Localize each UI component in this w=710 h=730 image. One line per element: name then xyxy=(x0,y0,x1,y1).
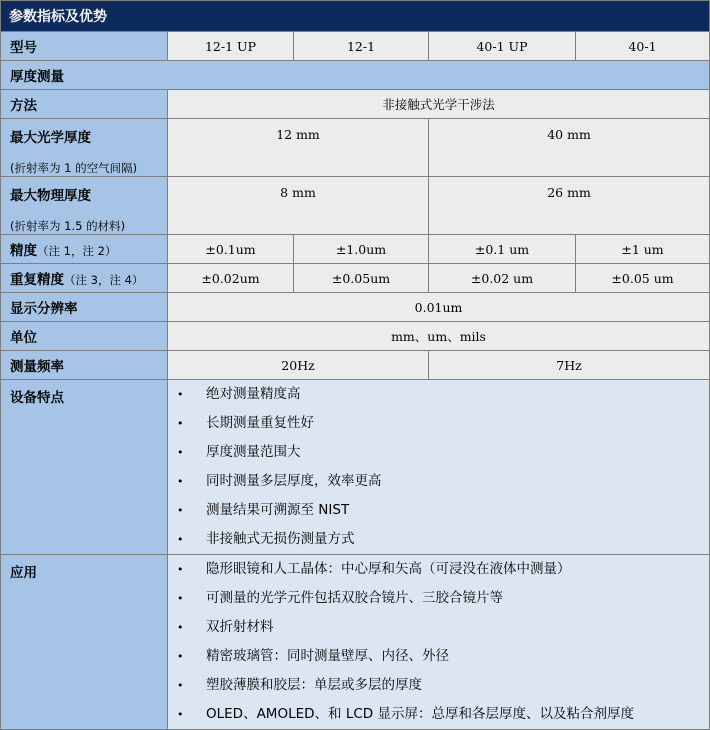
accuracy-value: ±0.1 um xyxy=(429,235,576,264)
max-optical-value: 40 mm xyxy=(429,119,710,177)
model-label: 型号 xyxy=(1,32,168,61)
list-item xyxy=(168,525,709,554)
bullet-icon: • xyxy=(177,650,184,663)
list-item xyxy=(168,409,709,438)
bullet-icon: • xyxy=(177,475,184,488)
max-physical-label xyxy=(1,177,168,235)
list-item xyxy=(168,613,709,642)
list-item xyxy=(168,467,709,496)
max-optical-title: 最大光学厚度 xyxy=(10,130,91,146)
features-label: 设备特点 xyxy=(1,380,168,555)
bullet-icon: • xyxy=(177,446,184,459)
application-text: OLED、AMOLED、和 LCD 显示屏：总厚和各层厚度、以及粘合剂厚度 xyxy=(206,706,634,722)
repeatability-value: ±0.05 um xyxy=(576,264,710,293)
list-item xyxy=(168,438,709,467)
list-item xyxy=(168,496,709,525)
model-cell: 40-1 UP xyxy=(429,32,576,61)
unit-label: 单位 xyxy=(1,322,168,351)
model-cell: 40-1 xyxy=(576,32,710,61)
frequency-value: 20Hz xyxy=(168,351,429,380)
max-physical-title: 最大物理厚度 xyxy=(10,188,91,204)
table-title: 参数指标及优势 xyxy=(1,1,710,32)
repeatability-label xyxy=(1,264,168,293)
feature-text: 测量结果可溯源至 NIST xyxy=(206,502,350,518)
list-item xyxy=(168,555,709,584)
frequency-value: 7Hz xyxy=(429,351,710,380)
repeatability-note: （注 3，注 4） xyxy=(64,273,144,287)
max-physical-value: 8 mm xyxy=(168,177,429,235)
bullet-icon: • xyxy=(177,504,184,517)
accuracy-title: 精度 xyxy=(10,243,37,259)
application-text: 可测量的光学元件包括双胶合镜片、三胶合镜片等 xyxy=(206,590,503,606)
accuracy-label xyxy=(1,235,168,264)
frequency-label: 测量频率 xyxy=(1,351,168,380)
applications-list xyxy=(168,555,710,730)
unit-value: mm、um、mils xyxy=(168,322,710,351)
max-physical-value: 26 mm xyxy=(429,177,710,235)
feature-text: 长期测量重复性好 xyxy=(206,415,314,431)
max-physical-note: (折射率为 1.5 的材料) xyxy=(10,219,126,233)
method-value: 非接触式光学干涉法 xyxy=(168,90,710,119)
model-cell: 12-1 xyxy=(294,32,429,61)
feature-text: 同时测量多层厚度，效率更高 xyxy=(206,473,382,489)
feature-text: 非接触式无损伤测量方式 xyxy=(206,531,355,547)
section-thickness: 厚度测量 xyxy=(1,61,710,90)
application-text: 塑胶薄膜和胶层：单层或多层的厚度 xyxy=(206,677,422,693)
max-optical-note: (折射率为 1 的空气间隔) xyxy=(10,161,138,175)
model-cell: 12-1 UP xyxy=(168,32,294,61)
application-text: 双折射材料 xyxy=(206,619,274,635)
repeatability-title: 重复精度 xyxy=(10,272,64,288)
feature-text: 厚度测量范围大 xyxy=(206,444,301,460)
accuracy-note: （注 1，注 2） xyxy=(37,244,117,258)
applications-label: 应用 xyxy=(1,555,168,730)
application-text: 精密玻璃管：同时测量壁厚、内径、外径 xyxy=(206,648,449,664)
max-optical-label xyxy=(1,119,168,177)
bullet-icon: • xyxy=(177,417,184,430)
bullet-icon: • xyxy=(177,592,184,605)
list-item xyxy=(168,642,709,671)
max-optical-value: 12 mm xyxy=(168,119,429,177)
repeatability-value: ±0.05um xyxy=(294,264,429,293)
list-item xyxy=(168,584,709,613)
bullet-icon: • xyxy=(177,533,184,546)
feature-text: 绝对测量精度高 xyxy=(206,386,301,402)
accuracy-value: ±0.1um xyxy=(168,235,294,264)
resolution-label: 显示分辨率 xyxy=(1,293,168,322)
features-list xyxy=(168,380,710,555)
bullet-icon: • xyxy=(177,388,184,401)
method-label: 方法 xyxy=(1,90,168,119)
accuracy-value: ±1 um xyxy=(576,235,710,264)
bullet-icon: • xyxy=(177,679,184,692)
bullet-icon: • xyxy=(177,621,184,634)
bullet-icon: • xyxy=(177,708,184,721)
repeatability-value: ±0.02 um xyxy=(429,264,576,293)
accuracy-value: ±1.0um xyxy=(294,235,429,264)
list-item xyxy=(168,671,709,700)
list-item xyxy=(168,380,709,409)
list-item xyxy=(168,700,709,729)
repeatability-value: ±0.02um xyxy=(168,264,294,293)
bullet-icon: • xyxy=(177,563,184,576)
resolution-value: 0.01um xyxy=(168,293,710,322)
application-text: 隐形眼镜和人工晶体：中心厚和矢高（可浸没在液体中测量） xyxy=(206,561,571,577)
